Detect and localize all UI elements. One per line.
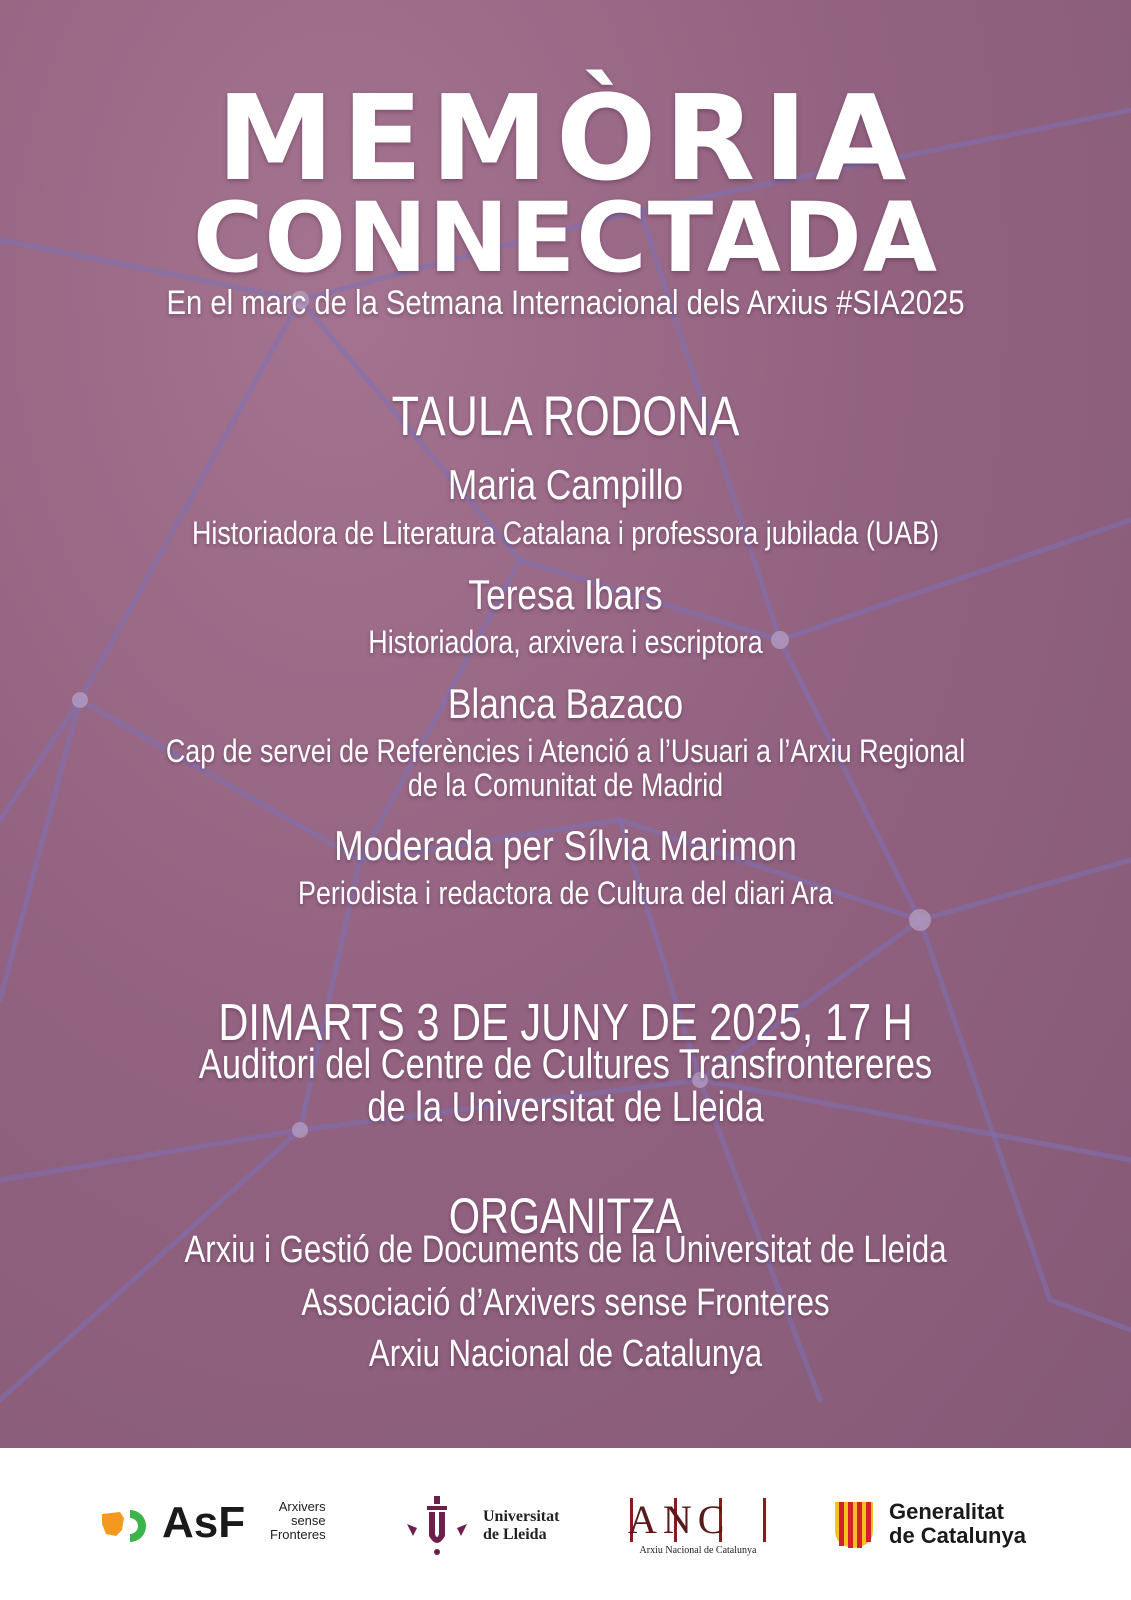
asf-caption-line: Fronteres [270, 1527, 326, 1542]
subtitle: En el marc de la Setmana Internacional dels Arxius #SIA2025 [166, 284, 965, 322]
organizer-item: Arxiu Nacional de Catalunya [368, 1333, 763, 1375]
udl-emblem-icon [405, 1494, 469, 1556]
asf-caption-line: sense [290, 1513, 326, 1528]
anc-logo [628, 1488, 768, 1563]
anc-caption: Arxiu Nacional de Catalunya [639, 1545, 757, 1556]
generalitat-shield-icon [833, 1500, 875, 1550]
panel-heading: TAULA RODONA [391, 384, 740, 447]
asf-caption [270, 1500, 326, 1542]
venue-line-2: de la Universitat de Lleida [367, 1083, 764, 1130]
udl-logo [405, 1488, 575, 1563]
organizers-heading: ORGANITZA [448, 1188, 683, 1244]
generalitat-wordmark-line: de Catalunya [889, 1523, 1026, 1548]
asf-badge-icon [100, 1506, 158, 1546]
speaker-role-line-1: Cap de servei de Referències i Atenció a l’Usuari a l’Arxiu Regional [165, 733, 966, 769]
title-line-1: MEMÒRIA [216, 69, 915, 207]
moderator-name: Moderada per Sílvia Marimon [334, 822, 797, 869]
generalitat-logo [833, 1488, 1043, 1563]
event-date: DIMARTS 3 DE JUNY DE 2025, 17 H [218, 994, 913, 1052]
speaker-name: Maria Campillo [447, 461, 684, 508]
speaker-role-line-2: de la Comunitat de Madrid [407, 767, 724, 803]
organizer-item: Arxiu i Gestió de Documents de la Universitat de Lleida [184, 1229, 947, 1271]
speaker-name: Blanca Bazaco [447, 680, 684, 727]
logo-footer [0, 1448, 1131, 1600]
udl-wordmark-line: Universitat [483, 1508, 560, 1525]
generalitat-wordmark [889, 1500, 1026, 1548]
udl-wordmark [483, 1508, 559, 1544]
venue-line-1: Auditori del Centre de Cultures Transfrontereres [198, 1040, 933, 1087]
title-line-2: CONNECTADA [192, 182, 939, 294]
speaker-name: Teresa Ibars [468, 571, 663, 618]
asf-wordmark: AsF [162, 1498, 246, 1547]
anc-wordmark: ANC [628, 1497, 731, 1542]
speaker-role: Historiadora, arxivera i escriptora [368, 624, 763, 660]
speaker-role: Historiadora de Literatura Catalana i professora jubilada (UAB) [191, 515, 940, 551]
udl-wordmark-line: de Lleida [483, 1526, 547, 1543]
generalitat-wordmark-line: Generalitat [889, 1499, 1004, 1524]
asf-caption-line: Arxivers [278, 1499, 326, 1514]
moderator-role: Periodista i redactora de Cultura del diari Ara [298, 875, 833, 911]
asf-logo [100, 1488, 340, 1563]
organizer-item: Associació d’Arxivers sense Fronteres [301, 1282, 830, 1324]
